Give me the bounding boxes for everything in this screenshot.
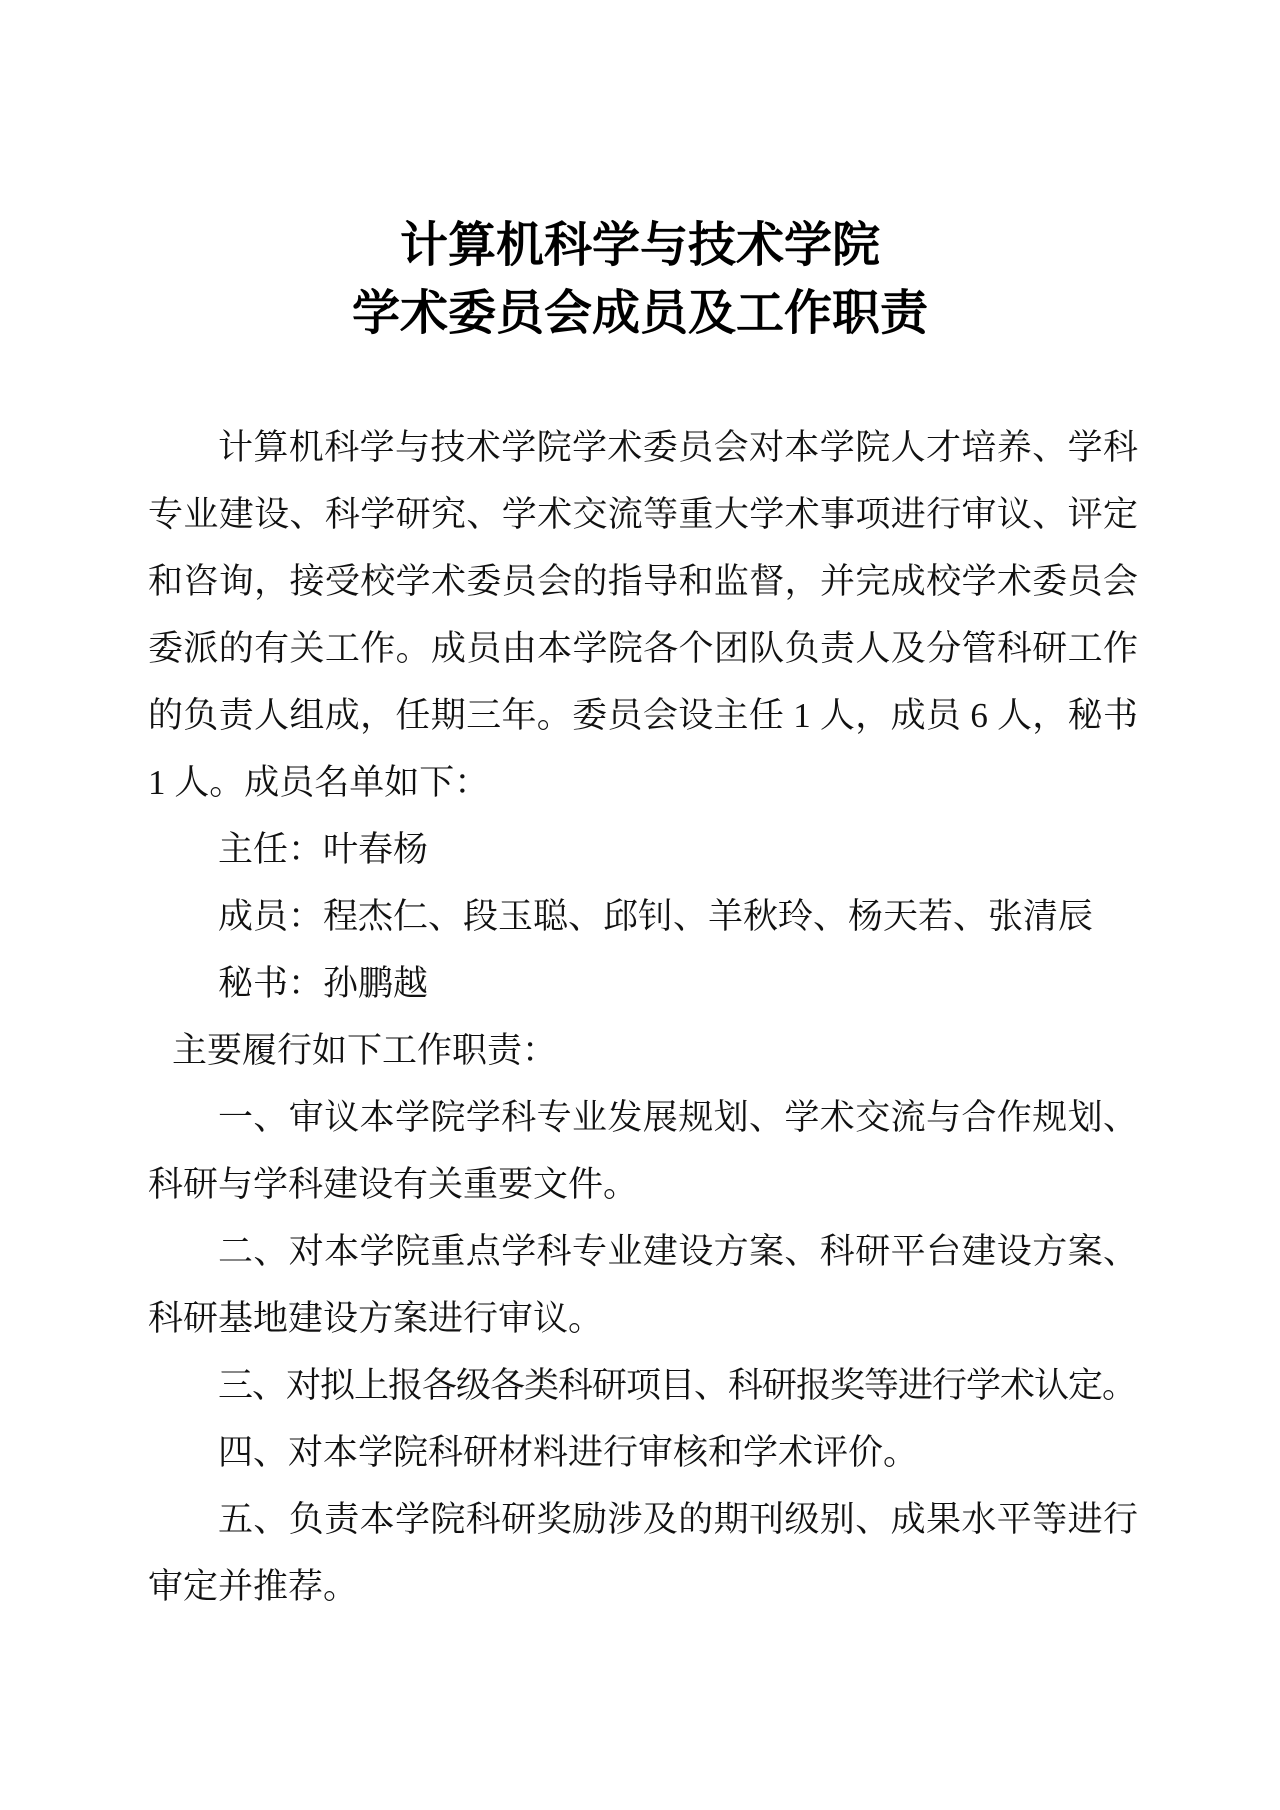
duty-list: [148, 1084, 1138, 1620]
member-list: [148, 816, 1138, 1017]
title-line-1: 计算机科学与技术学院: [399, 219, 880, 272]
duties-heading: 主要履行如下工作职责：: [172, 1031, 558, 1070]
duty-item-2: 二、对本学院重点学科专业建设方案、科研平台建设方案、科研基地建设方案进行审议。: [148, 1232, 1138, 1338]
title-line-2: 学术委员会成员及工作职责: [351, 287, 928, 340]
document-title: [0, 212, 1280, 348]
member-line-secretary: 秘书：孙鹏越: [218, 964, 429, 1003]
member-line-members: 成员：程杰仁、段玉聪、邱钊、羊秋玲、杨天若、张清辰: [218, 897, 1094, 936]
intro-paragraph: 计算机科学与技术学院学术委员会对本学院人才培养、学科专业建设、科学研究、学术交流等重大学术事项进行审议、评定和咨询，接受校学术委员会的指导和监督，并完成校学术委员会委派的有关工作。成员由本学院各个团队负责人及分管科研工作的负责人组成，任期三年。委员会设主任 1 人，成员 6 人，秘书 1 人。成员名单如下：: [148, 428, 1138, 802]
duty-item-3: 三、对拟上报各级各类科研项目、科研报奖等进行学术认定。: [218, 1366, 1137, 1405]
document-body: [0, 414, 1280, 1620]
duty-item-5: 五、负责本学院科研奖励涉及的期刊级别、成果水平等进行审定并推荐。: [148, 1500, 1138, 1606]
member-line-director: 主任：叶春杨: [218, 830, 429, 869]
duty-item-4: 四、对本学院科研材料进行审核和学术评价。: [218, 1433, 919, 1472]
duty-item-1: 一、审议本学院学科专业发展规划、学术交流与合作规划、科研与学科建设有关重要文件。: [148, 1098, 1138, 1204]
